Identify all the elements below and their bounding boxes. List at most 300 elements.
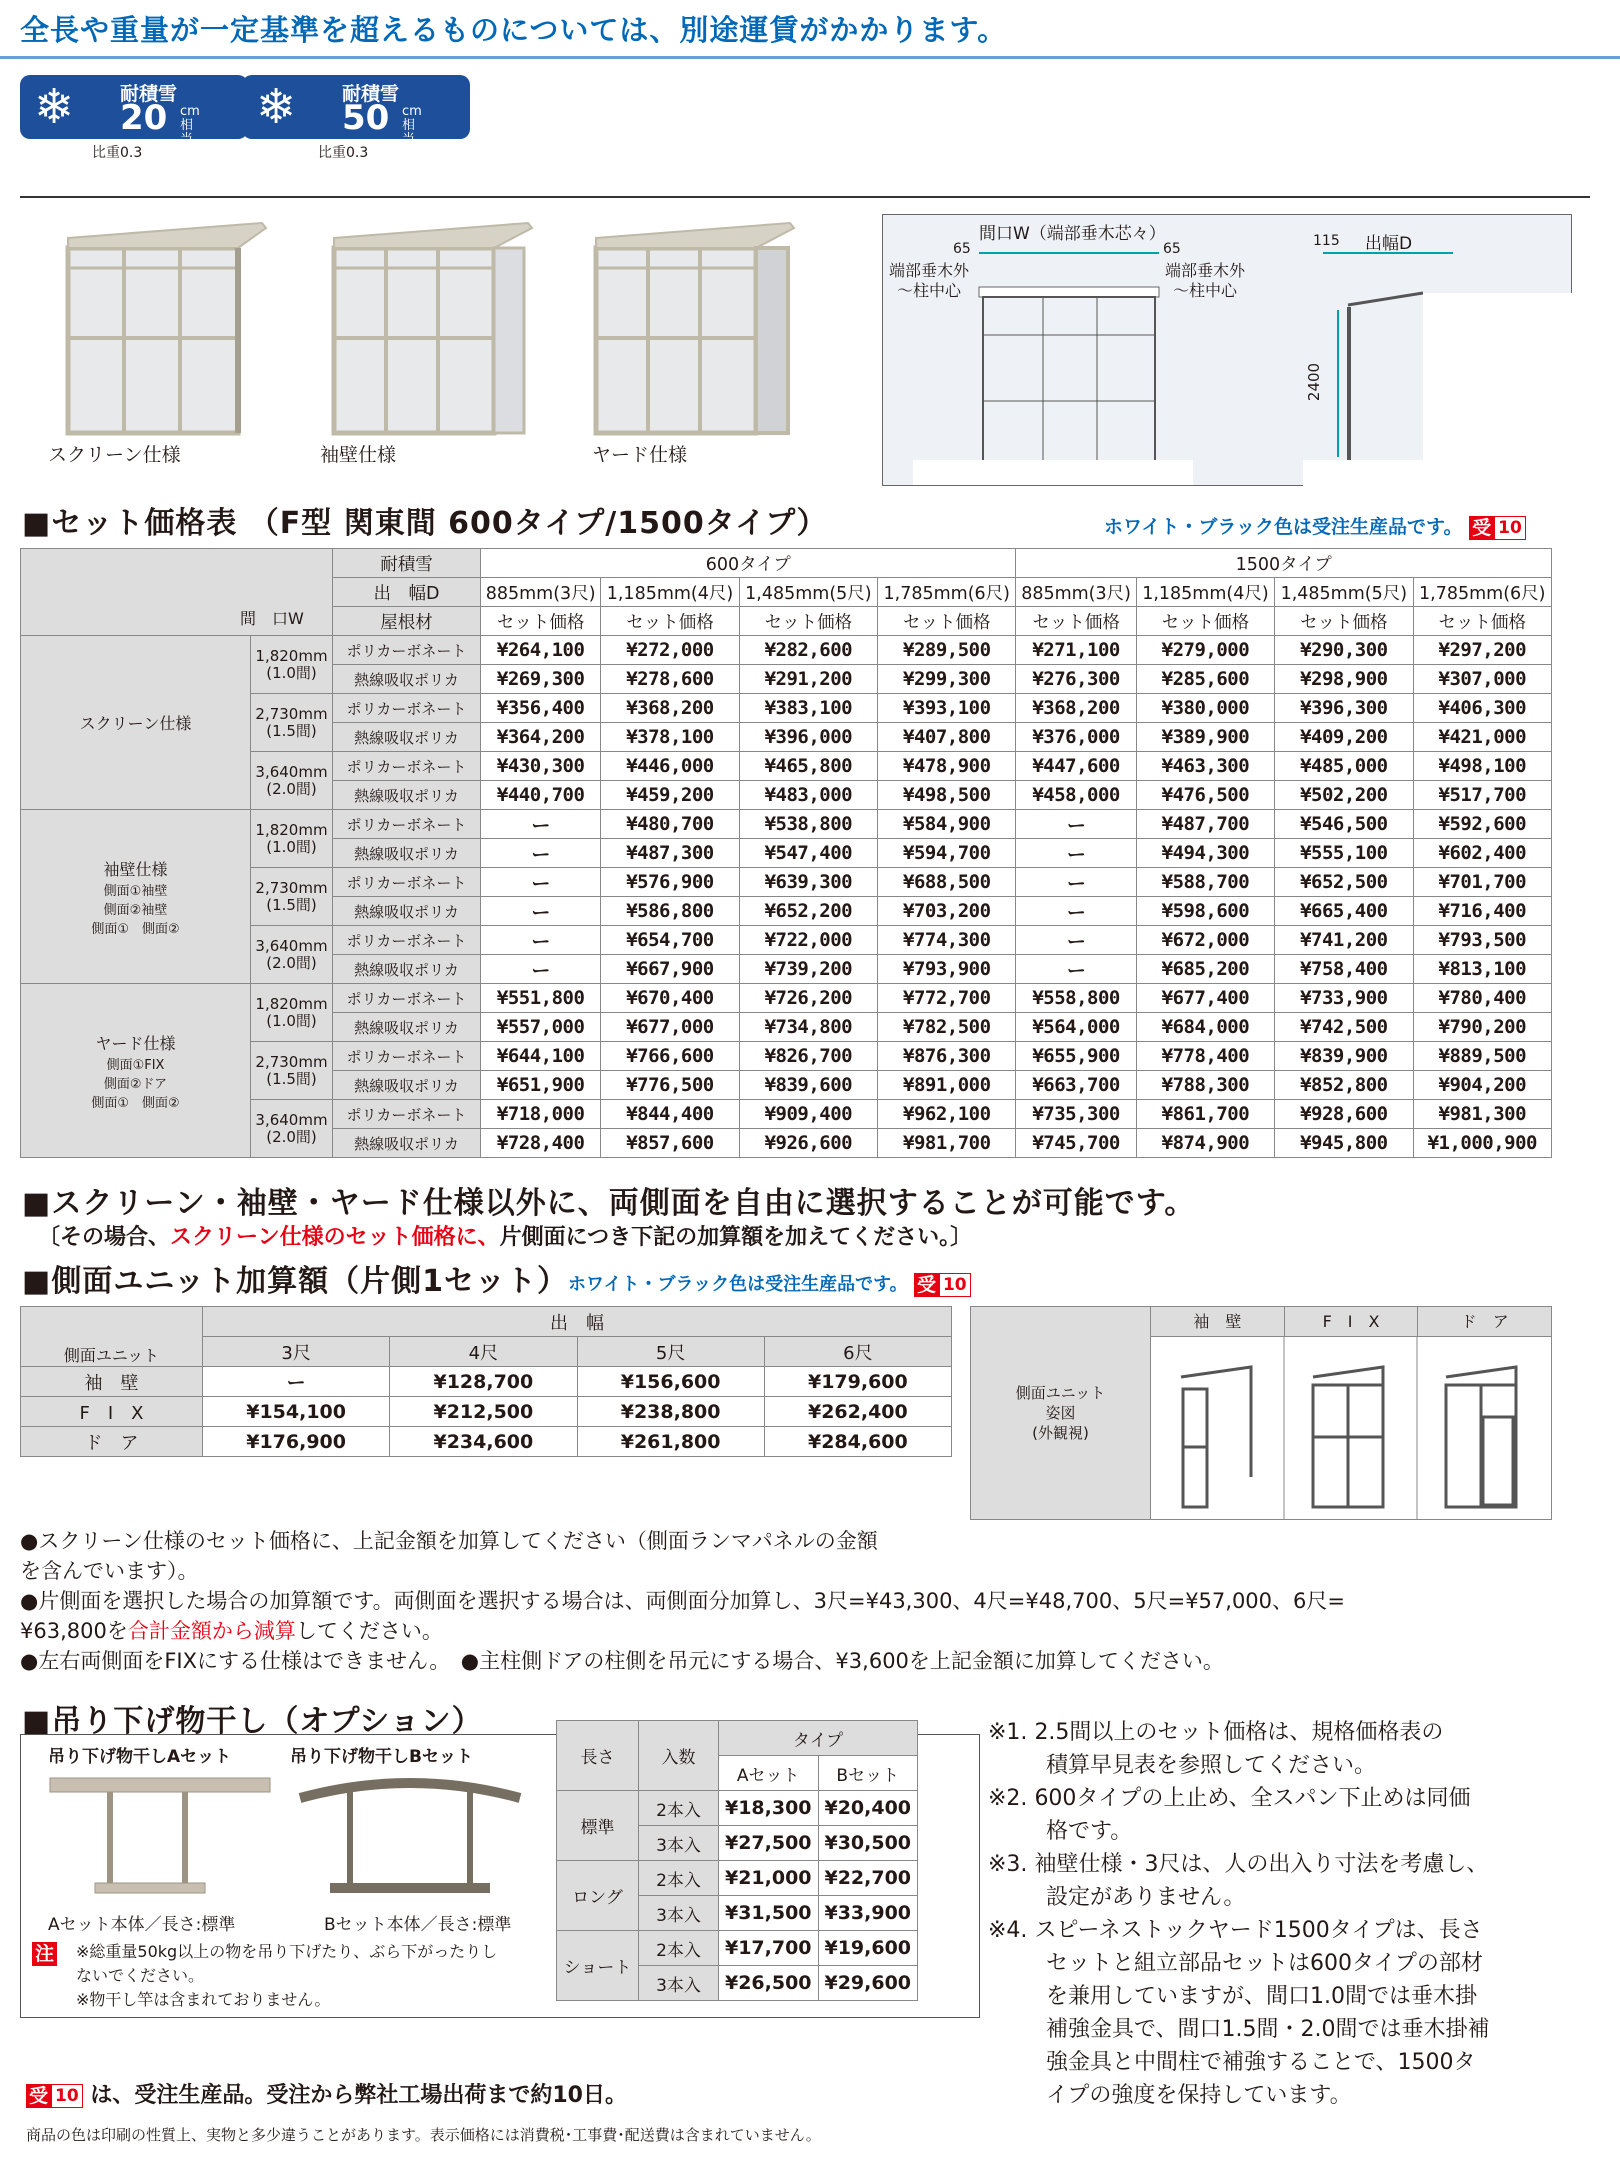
price-cell: ¥430,300	[481, 752, 601, 781]
left-dim: 65	[953, 241, 971, 257]
price-cell: ¥33,900	[818, 1896, 918, 1931]
table-row	[21, 636, 1552, 665]
price-cell: ¥459,200	[601, 781, 739, 810]
unit-figure-label: 側面ユニット 姿図 (外観視)	[971, 1307, 1151, 1519]
price-cell: ¥289,500	[878, 636, 1016, 665]
unit-title: ■側面ユニット加算額（片側1セット）	[22, 1264, 569, 1299]
note-1: ●スクリーン仕様のセット価格に、上記金額を加算してください（側面ランマパネルの金額 を含んでいます）。	[20, 1529, 878, 1583]
hanger-a-image	[40, 1768, 280, 1908]
roof-cell: 熱線吸収ポリカ	[333, 955, 481, 984]
price-cell: ¥396,000	[739, 723, 877, 752]
price-cell: ¥285,600	[1136, 665, 1274, 694]
price-cell: ¥487,300	[601, 839, 739, 868]
price-cell: ¥839,900	[1275, 1042, 1413, 1071]
snow-number: 20	[120, 98, 168, 138]
price-cell: ¥558,800	[1016, 984, 1136, 1013]
price-cell: ¥447,600	[1016, 752, 1136, 781]
price-cell: ¥677,400	[1136, 984, 1274, 1013]
price-cell: ¥734,800	[739, 1013, 877, 1042]
depth-col: 1,485mm(5尺)	[1275, 578, 1413, 607]
price-cell: ¥262,400	[764, 1397, 951, 1427]
snow-load-badge-20	[20, 75, 248, 147]
qty-header: 入数	[639, 1721, 719, 1791]
hanger-a-caption: Aセット本体／長さ:標準	[48, 1915, 236, 1935]
width-cell: 3,640mm (2.0間)	[251, 926, 333, 984]
snow-load-badge-50	[242, 75, 470, 147]
hanger-b-image	[290, 1768, 530, 1908]
unit-col: 5尺	[577, 1337, 764, 1367]
price-cell: ¥269,300	[481, 665, 601, 694]
price-cell: ¥494,300	[1136, 839, 1274, 868]
price-cell: ー	[1016, 926, 1136, 955]
price-cell: ー	[1016, 868, 1136, 897]
set-price-label: セット価格	[1275, 607, 1413, 636]
price-cell: ¥602,400	[1413, 839, 1551, 868]
price-cell: ¥30,500	[818, 1826, 918, 1861]
roof-cell: ポリカーボネート	[333, 810, 481, 839]
price-cell: ¥284,600	[764, 1427, 951, 1457]
price-cell: ¥780,400	[1413, 984, 1551, 1013]
price-cell: ¥981,300	[1413, 1100, 1551, 1129]
price-cell: ¥517,700	[1413, 781, 1551, 810]
set-price-label: セット価格	[878, 607, 1016, 636]
price-cell: ¥557,000	[481, 1013, 601, 1042]
roof-cell: ポリカーボネート	[333, 752, 481, 781]
price-cell: ¥772,700	[878, 984, 1016, 1013]
price-cell: ¥667,900	[601, 955, 739, 984]
price-cell: ¥276,300	[1016, 665, 1136, 694]
free-choice-title: ■スクリーン・袖壁・ヤード仕様以外に、両側面を自由に選択することが可能です。	[22, 1186, 1196, 1221]
spec-sub-label: 側面②ドア	[103, 1076, 168, 1092]
price-cell: ¥176,900	[203, 1427, 390, 1457]
caution-badge: 注	[32, 1942, 57, 1966]
set-price-label: セット価格	[1016, 607, 1136, 636]
unit-col: 3尺	[203, 1337, 390, 1367]
price-cell: ー	[1016, 839, 1136, 868]
unit-figures	[1151, 1337, 1551, 1519]
set-price-label: セット価格	[1413, 607, 1551, 636]
price-cell: ¥19,600	[818, 1931, 918, 1966]
price-cell: ¥776,500	[601, 1071, 739, 1100]
roof-cell: 熱線吸収ポリカ	[333, 897, 481, 926]
hanger-table	[556, 1720, 918, 2001]
width-cell: 3,640mm (2.0間)	[251, 1100, 333, 1158]
roof-cell: 熱線吸収ポリカ	[333, 1129, 481, 1158]
days-badge: 10	[1494, 516, 1526, 540]
table-row	[21, 926, 1552, 955]
price-cell: ¥29,600	[818, 1966, 918, 2001]
specific-gravity-note: 比重0.3	[318, 145, 369, 161]
depth-col: 1,485mm(5尺)	[739, 578, 877, 607]
made-to-order-badge: 受	[1469, 516, 1494, 540]
depth-col: 885mm(3尺)	[481, 578, 601, 607]
price-cell: ¥480,700	[601, 810, 739, 839]
yard-type-caption: ヤード仕様	[592, 444, 688, 466]
roof-cell: 熱線吸収ポリカ	[333, 839, 481, 868]
snowflake-icon: ❄	[256, 79, 297, 135]
depth-col: 1,785mm(6尺)	[878, 578, 1016, 607]
unit-table	[20, 1306, 952, 1457]
price-cell: ¥584,900	[878, 810, 1016, 839]
table-row	[21, 1042, 1552, 1071]
price-cell: ¥307,000	[1413, 665, 1551, 694]
price-cell: ¥758,400	[1275, 955, 1413, 984]
roof-cell: ポリカーボネート	[333, 1100, 481, 1129]
free-choice-subtitle: 〔その場合、スクリーン仕様のセット価格に、片側面につき下記の加算額を加えてください。〕	[38, 1225, 973, 1250]
price-cell: ¥981,700	[878, 1129, 1016, 1158]
set-price-label: セット価格	[739, 607, 877, 636]
unit-header: 側面ユニット	[21, 1307, 203, 1367]
price-cell: ¥654,700	[601, 926, 739, 955]
table-row	[21, 1427, 952, 1457]
price-cell: ¥409,200	[1275, 723, 1413, 752]
price-cell: ¥389,900	[1136, 723, 1274, 752]
price-cell: ¥485,000	[1275, 752, 1413, 781]
price-cell: ¥18,300	[719, 1791, 819, 1826]
price-cell: ¥576,900	[601, 868, 739, 897]
price-cell: ¥718,000	[481, 1100, 601, 1129]
roof-cell: ポリカーボネート	[333, 984, 481, 1013]
table-row	[21, 984, 1552, 1013]
price-cell: ¥440,700	[481, 781, 601, 810]
price-cell: ¥264,100	[481, 636, 601, 665]
unit-depth-header: 出 幅	[203, 1307, 952, 1337]
price-cell: ¥766,600	[601, 1042, 739, 1071]
price-cell: ¥945,800	[1275, 1129, 1413, 1158]
qty-cell: 2本入	[639, 1791, 719, 1826]
price-cell: ー	[481, 868, 601, 897]
hanger-b-title: 吊り下げ物干しBセット	[290, 1747, 473, 1767]
snow-header: 耐積雪	[333, 549, 481, 578]
snow-label: 耐積雪	[342, 83, 400, 105]
front-width-title: 間口W（端部垂木芯々）	[979, 224, 1166, 244]
price-cell: ¥962,100	[878, 1100, 1016, 1129]
price-cell: ¥639,300	[739, 868, 877, 897]
right-note-4: ※4. スピーネストックヤード1500タイプは、長さ セットと組立部品セットは600タイプの部材 を兼用していますが、間口1.0間では垂木掛 補強金具で、間口1.5間・2.0間では垂木掛補 強金具と中間柱で補強することで、1500タ イプの強度を保持しています。	[988, 1918, 1490, 2108]
type-header: タイプ	[719, 1721, 918, 1756]
price-cell: ー	[481, 810, 601, 839]
price-cell: ー	[1016, 897, 1136, 926]
price-cell: ¥778,400	[1136, 1042, 1274, 1071]
price-cell: ¥291,200	[739, 665, 877, 694]
set-price-label: セット価格	[601, 607, 739, 636]
width-cell: 3,640mm (2.0間)	[251, 752, 333, 810]
price-cell: ¥555,100	[1275, 839, 1413, 868]
price-cell: ¥716,400	[1413, 897, 1551, 926]
price-cell: ¥26,500	[719, 1966, 819, 2001]
spec-name: スクリーン仕様	[79, 714, 192, 733]
left-label: 端部垂木外 ～柱中心	[889, 261, 970, 300]
price-cell: ¥733,900	[1275, 984, 1413, 1013]
price-cell: ¥538,800	[739, 810, 877, 839]
price-cell: ¥368,200	[1016, 694, 1136, 723]
roof-cell: 熱線吸収ポリカ	[333, 665, 481, 694]
price-cell: ー	[481, 897, 601, 926]
spec-name-cell	[21, 984, 251, 1158]
price-cell: ¥688,500	[878, 868, 1016, 897]
price-cell: ¥27,500	[719, 1826, 819, 1861]
price-cell: ¥586,800	[601, 897, 739, 926]
price-cell: ¥290,300	[1275, 636, 1413, 665]
price-cell: ¥745,700	[1016, 1129, 1136, 1158]
width-cell: 2,730mm (1.5間)	[251, 694, 333, 752]
price-cell: ¥861,700	[1136, 1100, 1274, 1129]
price-cell: ¥844,400	[601, 1100, 739, 1129]
price-cell: ¥926,600	[739, 1129, 877, 1158]
price-cell: ¥904,200	[1413, 1071, 1551, 1100]
price-cell: ¥652,500	[1275, 868, 1413, 897]
spec-sub-label: 側面① 側面②	[91, 1095, 180, 1111]
price-cell: ¥179,600	[764, 1367, 951, 1397]
roof-cell: 熱線吸収ポリカ	[333, 1013, 481, 1042]
footer-badge: 受	[26, 2084, 51, 2108]
price-cell: ¥128,700	[390, 1367, 577, 1397]
price-cell: ¥380,000	[1136, 694, 1274, 723]
price-cell: ー	[481, 839, 601, 868]
right-note-3: ※3. 袖壁仕様・3尺は、人の出入り寸法を考慮し、 設定がありません。	[988, 1852, 1489, 1910]
price-cell: ¥672,000	[1136, 926, 1274, 955]
note-2: ●片側面を選択した場合の加算額です。両側面を選択する場合は、両側面分加算し、3尺=¥43,300、4尺=¥48,700、5尺=¥57,000、6尺= ¥63,800を合計金額から減算してください。	[20, 1589, 1345, 1643]
hanger-b-caption: Bセット本体／長さ:標準	[324, 1915, 512, 1935]
qty-cell: 3本入	[639, 1966, 719, 2001]
spec-name: 袖壁仕様	[103, 859, 168, 879]
len-cell: ロング	[557, 1861, 639, 1931]
sidewall-type-caption: 袖壁仕様	[320, 444, 397, 466]
roof-cell: 熱線吸収ポリカ	[333, 781, 481, 810]
spec-name-cell	[21, 810, 251, 984]
hanger-caution: ※総重量50kg以上の物を吊り下げたり、ぶら下がったりし ないでください。 ※物干し竿は含まれておりません。	[76, 1942, 498, 2009]
right-note-2: ※2. 600タイプの上止め、全スパン下止めは同価 格です。	[988, 1786, 1471, 1844]
price-cell: ¥551,800	[481, 984, 601, 1013]
price-cell: ¥876,300	[878, 1042, 1016, 1071]
screen-type-caption: スクリーン仕様	[48, 444, 181, 466]
depth-col: 1,785mm(6尺)	[1413, 578, 1551, 607]
price-cell: ¥722,000	[739, 926, 877, 955]
price-cell: ¥383,100	[739, 694, 877, 723]
price-cell: ー	[1016, 955, 1136, 984]
price-cell: ¥703,200	[878, 897, 1016, 926]
price-cell: ¥782,500	[878, 1013, 1016, 1042]
price-cell: ¥813,100	[1413, 955, 1551, 984]
table-row	[21, 1100, 1552, 1129]
price-cell: ¥463,300	[1136, 752, 1274, 781]
snow-number: 50	[342, 98, 390, 138]
dimension-drawing	[883, 215, 1573, 487]
price-cell: ¥741,200	[1275, 926, 1413, 955]
hanger-title: ■吊り下げ物干し（オプション）	[22, 1704, 483, 1739]
unit-name: F I X	[21, 1397, 203, 1427]
side-depth-title: 出幅D	[1365, 234, 1413, 254]
price-cell: ¥839,600	[739, 1071, 877, 1100]
price-cell: ¥547,400	[739, 839, 877, 868]
width-cell: 1,820mm (1.0間)	[251, 810, 333, 868]
depth-col: 1,185mm(4尺)	[601, 578, 739, 607]
price-cell: ¥909,400	[739, 1100, 877, 1129]
spec-sub-label: 側面②袖壁	[103, 902, 168, 918]
table-row	[21, 1397, 952, 1427]
price-cell: ¥592,600	[1413, 810, 1551, 839]
price-cell: ¥790,200	[1413, 1013, 1551, 1042]
price-cell: ー	[481, 926, 601, 955]
right-label: 端部垂木外 ～柱中心	[1165, 261, 1246, 300]
price-cell: ¥154,100	[203, 1397, 390, 1427]
price-cell: ¥279,000	[1136, 636, 1274, 665]
divider	[20, 196, 1590, 198]
price-cell: ¥588,700	[1136, 868, 1274, 897]
price-cell: ¥684,000	[1136, 1013, 1274, 1042]
price-cell: ¥446,000	[601, 752, 739, 781]
price-cell: ¥465,800	[739, 752, 877, 781]
price-cell: ¥665,400	[1275, 897, 1413, 926]
price-cell: ー	[1016, 810, 1136, 839]
roof-cell: ポリカーボネート	[333, 868, 481, 897]
snow-unit: cm 相当	[180, 104, 200, 147]
len-cell: ショート	[557, 1931, 639, 2001]
width-cell: 1,820mm (1.0間)	[251, 984, 333, 1042]
spec-sub-label: 側面①FIX	[106, 1057, 165, 1073]
price-cell: ー	[481, 955, 601, 984]
snow-unit: cm 相当	[402, 104, 422, 147]
price-cell: ¥670,400	[601, 984, 739, 1013]
right-note-1: ※1. 2.5間以上のセット価格は、規格価格表の 積算早見表を参照してください。	[988, 1720, 1444, 1778]
unit-name: ド ア	[21, 1427, 203, 1457]
fig-head: 袖 壁	[1151, 1307, 1285, 1336]
price-cell: ¥156,600	[577, 1367, 764, 1397]
price-cell: ¥793,900	[878, 955, 1016, 984]
type1500-header: 1500タイプ	[1016, 549, 1552, 578]
price-cell: ¥793,500	[1413, 926, 1551, 955]
unit-figure-box	[970, 1306, 1552, 1520]
top-rule	[0, 56, 1620, 59]
price-cell: ¥261,800	[577, 1427, 764, 1457]
depth-header: 出 幅D	[333, 578, 481, 607]
price-cell: ¥701,700	[1413, 868, 1551, 897]
price-cell: ¥857,600	[601, 1129, 739, 1158]
price-cell: ¥20,400	[818, 1791, 918, 1826]
spec-sub-label: 側面① 側面②	[91, 921, 180, 937]
price-cell: ¥874,900	[1136, 1129, 1274, 1158]
price-cell: ¥852,800	[1275, 1071, 1413, 1100]
price-cell: ¥478,900	[878, 752, 1016, 781]
price-cell: ¥826,700	[739, 1042, 877, 1071]
price-cell: ¥368,200	[601, 694, 739, 723]
price-cell: ¥487,700	[1136, 810, 1274, 839]
footer-line-2: 商品の色は印刷の性質上、実物と多少違うことがあります。表示価格には消費税･工事費･配送費は含まれていません。	[26, 2126, 821, 2144]
price-cell: ¥788,300	[1136, 1071, 1274, 1100]
dimension-diagram	[882, 214, 1572, 486]
qty-cell: 3本入	[639, 1826, 719, 1861]
price-cell: ¥728,400	[481, 1129, 601, 1158]
table-row	[21, 810, 1552, 839]
price-cell: ¥364,200	[481, 723, 601, 752]
b-header: Bセット	[818, 1756, 918, 1791]
type600-header: 600タイプ	[481, 549, 1016, 578]
table-row	[21, 868, 1552, 897]
roof-cell: ポリカーボネート	[333, 926, 481, 955]
price-cell: ¥677,000	[601, 1013, 739, 1042]
price-cell: ¥655,900	[1016, 1042, 1136, 1071]
roof-header: 屋根材	[333, 607, 481, 636]
top-notice: 全長や重量が一定基準を超えるものについては、別途運賃がかかります。	[20, 13, 1008, 47]
price-cell: ¥739,200	[739, 955, 877, 984]
set-price-table	[20, 548, 1552, 1158]
price-cell: ¥928,600	[1275, 1100, 1413, 1129]
price-cell: ¥564,000	[1016, 1013, 1136, 1042]
set-price-title: ■セット価格表 （F型 関東間 600タイプ/1500タイプ）	[22, 506, 828, 541]
price-cell: ¥17,700	[719, 1931, 819, 1966]
price-cell: ¥774,300	[878, 926, 1016, 955]
table-row	[557, 1791, 918, 1826]
height-dim: 2400	[1305, 362, 1324, 402]
snowflake-icon: ❄	[34, 79, 75, 135]
price-cell: ¥1,000,900	[1413, 1129, 1551, 1158]
qty-cell: 2本入	[639, 1861, 719, 1896]
footer-days-badge: 10	[51, 2084, 83, 2108]
price-cell: ¥726,200	[739, 984, 877, 1013]
table-row	[21, 752, 1552, 781]
width-header: 間 口W	[240, 609, 304, 628]
price-cell: ¥483,000	[739, 781, 877, 810]
price-cell: ¥282,600	[739, 636, 877, 665]
price-cell: ¥272,000	[601, 636, 739, 665]
price-cell: ¥891,000	[878, 1071, 1016, 1100]
table-row	[21, 1367, 952, 1397]
unit-col: 4尺	[390, 1337, 577, 1367]
hanger-a-title: 吊り下げ物干しAセット	[48, 1747, 232, 1767]
price-cell: ¥21,000	[719, 1861, 819, 1896]
specific-gravity-note: 比重0.3	[92, 145, 143, 161]
width-cell: 1,820mm (1.0間)	[251, 636, 333, 694]
table-row	[21, 694, 1552, 723]
price-cell: ¥271,100	[1016, 636, 1136, 665]
set-price-label: セット価格	[1136, 607, 1274, 636]
roof-cell: 熱線吸収ポリカ	[333, 1071, 481, 1100]
unit-name: 袖 壁	[21, 1367, 203, 1397]
price-cell: ¥498,100	[1413, 752, 1551, 781]
table-row	[557, 1861, 918, 1896]
depth-col: 885mm(3尺)	[1016, 578, 1136, 607]
yard-type-photo	[590, 218, 800, 438]
a-header: Aセット	[719, 1756, 819, 1791]
fig-head: ド ア	[1460, 1312, 1509, 1331]
width-cell: 2,730mm (1.5間)	[251, 868, 333, 926]
set-price-label: セット価格	[481, 607, 601, 636]
price-cell: ¥406,300	[1413, 694, 1551, 723]
roof-cell: ポリカーボネート	[333, 636, 481, 665]
price-cell: ¥594,700	[878, 839, 1016, 868]
price-cell: ¥378,100	[601, 723, 739, 752]
price-cell: ¥393,100	[878, 694, 1016, 723]
price-cell: ¥476,500	[1136, 781, 1274, 810]
price-cell: ¥297,200	[1413, 636, 1551, 665]
price-cell: ¥458,000	[1016, 781, 1136, 810]
price-cell: ¥889,500	[1413, 1042, 1551, 1071]
screen-type-photo	[62, 218, 272, 438]
roof-cell: ポリカーボネート	[333, 1042, 481, 1071]
price-cell: ¥598,600	[1136, 897, 1274, 926]
roof-cell: ポリカーボネート	[333, 694, 481, 723]
side-dim: 115	[1313, 233, 1340, 249]
price-cell: ¥663,700	[1016, 1071, 1136, 1100]
footer-line-1: 受 10 は、受注生産品。受注から弊社工場出荷まで約10日。	[26, 2078, 627, 2109]
price-cell: ¥421,000	[1413, 723, 1551, 752]
snow-label: 耐積雪	[120, 83, 178, 105]
price-cell: ¥498,500	[878, 781, 1016, 810]
price-cell: ¥407,800	[878, 723, 1016, 752]
price-cell: ¥652,200	[739, 897, 877, 926]
price-cell: ¥234,600	[390, 1427, 577, 1457]
price-cell: ¥22,700	[818, 1861, 918, 1896]
